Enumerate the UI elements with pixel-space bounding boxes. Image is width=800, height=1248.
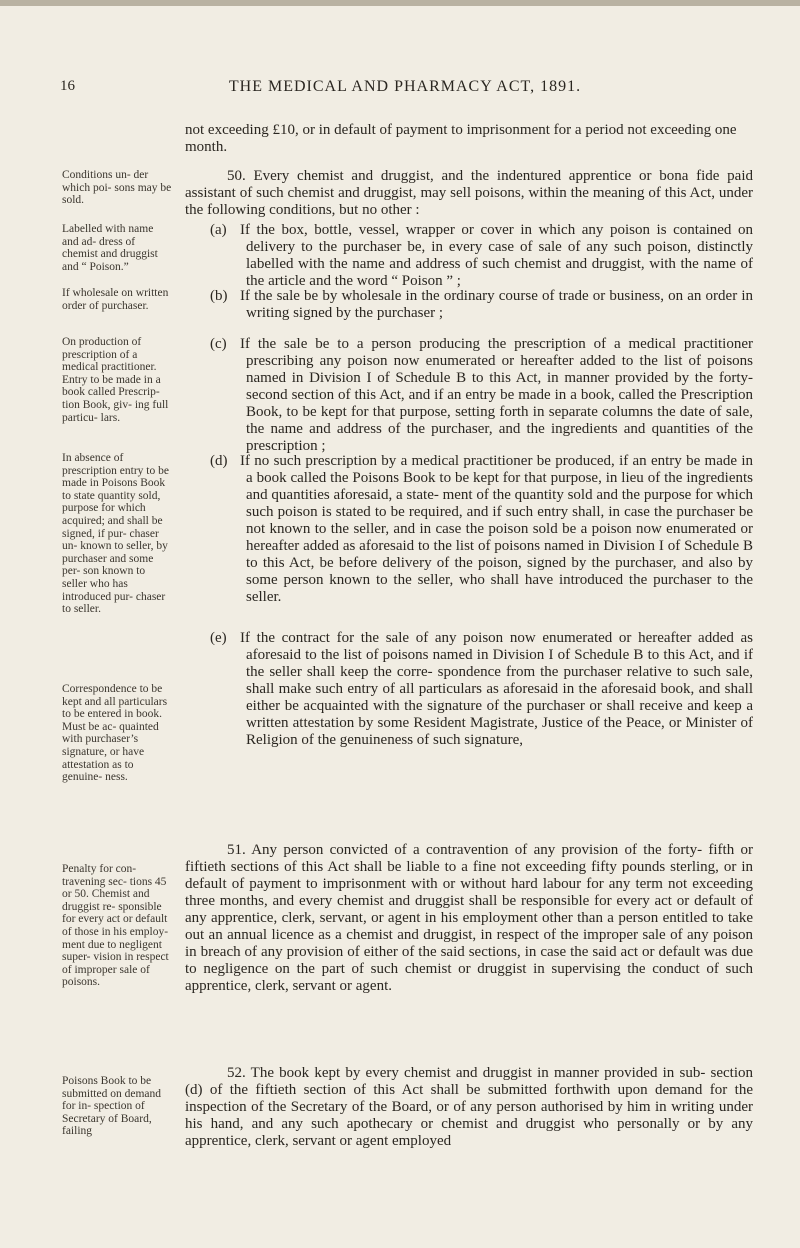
sidenote-wholesale: If wholesale on written order of purchaser. xyxy=(62,287,169,312)
condition-label: (b) xyxy=(210,288,228,304)
condition-b: (b) If the sale be by wholesale in the ordinary course of trade or business, on an order in writing signed by the purchaser ; xyxy=(210,288,753,321)
sidenote-labelled: Labelled with name and ad- dress of chemist and druggist and “ Poison.” xyxy=(62,223,158,273)
condition-label: (e) xyxy=(210,630,227,646)
condition-label: (a) xyxy=(210,222,227,238)
sidenote-absence: In absence of prescription entry to be made in Poisons Book to state quantity sold, purpose for which acquired; and shall be signed, if pur- chaser un- known to seller, by purchaser and some per- son known to seller who has introduced pur- chaser to seller. xyxy=(62,452,169,616)
sidenote-penalty: Penalty for con- travening sec- tions 45 or 50. Chemist and druggist re- sponsible for every act or default of those in his employ- ment due to negligent super- vision in respect of improper sale of poisons. xyxy=(62,863,169,989)
condition-a: (a) If the box, bottle, vessel, wrapper or cover in which any poison is contained on delivery to the purchaser be, in every case of sale of any such poison, distinctly labelled with the name and address of such chemist and druggist, with the name of the article and the word “ Poison ” ; xyxy=(210,222,753,289)
condition-label: (d) xyxy=(210,453,228,469)
section-51: 51. Any person convicted of a contravention of any provision of the forty- fifth or fiftieth sections of this Act shall be liable to a fine not exceeding fifty pounds sterling, or in default of payment to imprisonment with or without hard labour for any term not exceeding three months, and every chemist and druggist shall be responsible for every act or default of any apprentice, clerk, servant, or agent in his employment other than a person entitled to take out an annual licence as a chemist and druggist, in respect of the improper sale of any poison in breach of any provision of either of the said sections, in case the said act or default was due to negligence on the part of such chemist or druggist in supervising the conduct of such apprentice, clerk, servant or agent. xyxy=(185,842,753,994)
page-header xyxy=(60,78,750,98)
intro-fragment: not exceeding £10, or in default of payment to imprisonment for a period not exceeding one month. xyxy=(185,122,737,155)
sidenote-correspondence: Correspondence to be kept and all particulars to be entered in book. Must be ac- quainted with purchaser’s signature, or have attestation as to genuine- ness. xyxy=(62,683,168,784)
page-number: 16 xyxy=(60,78,75,94)
sidenote-poisons-book: Poisons Book to be submitted on demand for in- spection of Secretary of Board, failing xyxy=(62,1075,162,1138)
running-title: THE MEDICAL AND PHARMACY ACT, 1891. xyxy=(228,78,582,95)
section-50-intro: 50. Every chemist and druggist, and the indentured apprentice or bona fide paid assistant of such chemist and druggist, may sell poisons, within the meaning of this Act, under the following conditions, but no other : xyxy=(185,168,753,218)
condition-e: (e) If the contract for the sale of any poison now enumerated or hereafter added as aforesaid to the list of poisons named in Division I of Schedule B to this Act, and if the seller shall keep the corre- spondence from the purchaser relative to such sale, shall make such entry of all particulars as aforesaid in the aforesaid book, and shall either be acquainted with the signature of the purchaser or shall receive and keep a written attestation by some Resident Magistrate, Justice of the Peace, or Minister of Religion of the genuineness of such signature, xyxy=(210,630,753,748)
sidenote-prescription: On production of prescription of a medical practitioner. Entry to be made in a book called Prescrip- tion Book, giv- ing full particu- lars. xyxy=(62,336,169,424)
page-top-edge xyxy=(0,0,800,6)
condition-label: (c) xyxy=(210,336,227,352)
section-52: 52. The book kept by every chemist and druggist in manner provided in sub- section (d) of the fiftieth section of this Act shall be submitted forthwith upon demand for the inspection of the Secretary of the Board, or of any person authorised by him in writing under his hand, and any such apothecary or chemist and druggist who personally or by any apprentice, clerk, servant or agent employed xyxy=(185,1065,753,1149)
condition-c: (c) If the sale be to a person producing the prescription of a medical practitioner prescribing any poison now enumerated or hereafter added to the list of poisons named in Division I of Schedule B to this Act, in manner provided by the forty-second section of this Act, and if an entry be made in a book, called the Prescription Book, to be kept for that purpose, setting forth in separate columns the date of sale, the name and address of the purchaser, and the ingredients and quantities of the prescription ; xyxy=(210,336,753,454)
condition-d: (d) If no such prescription by a medical practitioner be produced, if an entry be made in a book called the Poisons Book to be kept for that purpose, in lieu of the ingredients and quantities aforesaid, a state- ment of the quantity sold and the purpose for which such poison is stated to be required, and if such entry shall, in case the purchaser be not known to the seller, and in case the poison sold be a poison now enumerated or hereafter added as aforesaid to the list of poisons named in Division I of Schedule B to this Act, be before delivery of the poison, signed by the purchaser, and also by some person known to the seller, who shall have introduced the purchaser to the seller. xyxy=(210,453,753,605)
sidenote-conditions: Conditions un- der which poi- sons may be sold. xyxy=(62,169,172,207)
